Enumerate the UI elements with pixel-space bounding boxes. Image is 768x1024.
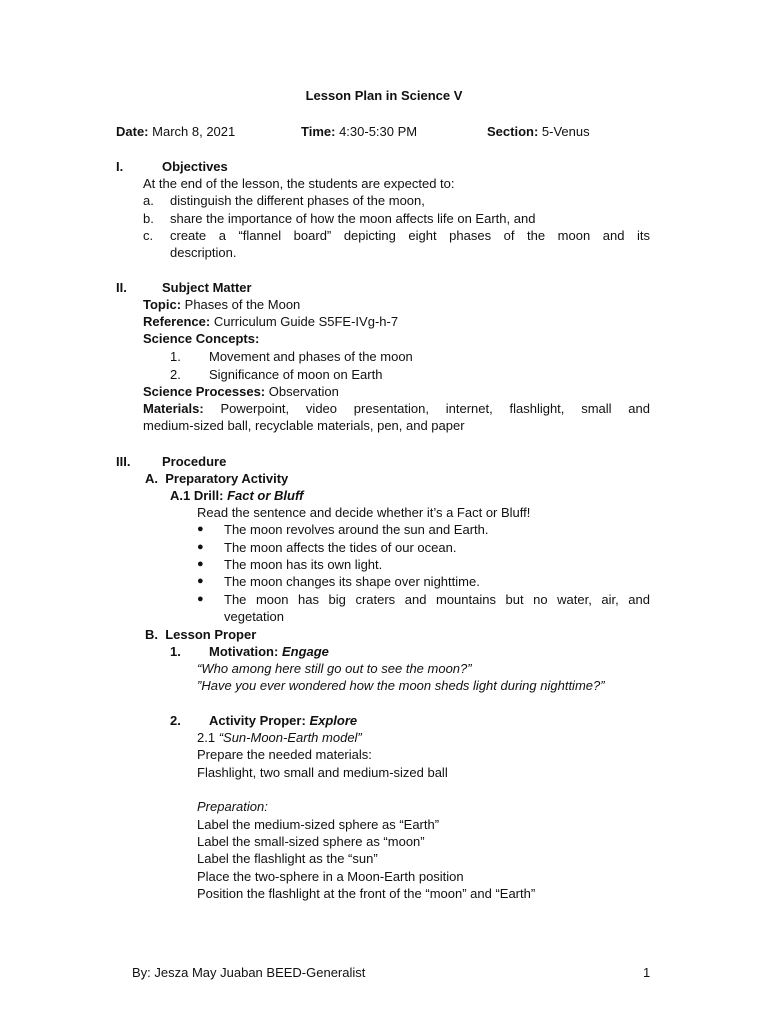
time-field [301, 123, 417, 140]
prepare-instruction: Prepare the needed materials: [197, 747, 372, 762]
concept-item: Significance of moon on Earth [209, 367, 383, 382]
motivation-question: “Who among here still go out to see the moon?” [197, 661, 472, 676]
motivation-question: ”Have you ever wondered how the moon sheds light during nighttime?” [197, 678, 605, 693]
reference-field [143, 313, 398, 330]
concepts-label: Science Concepts: [143, 331, 260, 346]
motivation-marker: 1. [170, 644, 181, 659]
objective-marker: a. [143, 193, 154, 208]
objective-item-continuation: description. [170, 245, 237, 260]
bullet-icon: ● [197, 575, 204, 587]
model-heading [197, 729, 362, 746]
drill-statement: The moon has its own light. [224, 557, 383, 572]
section-numeral-subject: II. [116, 280, 127, 295]
concept-item: Movement and phases of the moon [209, 349, 413, 364]
date-field [116, 123, 235, 140]
topic-value: Phases of the Moon [184, 297, 301, 312]
objective-item: share the importance of how the moon affects life on Earth, and [170, 211, 536, 226]
section-numeral-procedure: III. [116, 454, 131, 469]
drill-instruction: Read the sentence and decide whether it’s a Fact or Bluff! [197, 505, 531, 520]
materials-line-2: medium-sized ball, recyclable materials, pen, and paper [143, 418, 465, 433]
procedure-heading: Procedure [162, 454, 227, 469]
topic-field [143, 296, 300, 313]
drill-heading [170, 487, 303, 504]
materials-needed: Flashlight, two small and medium-sized ball [197, 765, 448, 780]
bullet-icon: ● [197, 593, 204, 605]
subject-heading: Subject Matter [162, 280, 252, 295]
section-numeral-objectives: I. [116, 159, 124, 174]
drill-statement: The moon affects the tides of our ocean. [224, 540, 457, 555]
materials-line-1 [143, 400, 650, 417]
objective-item: create a “flannel board” depicting eight phases of the moon and its [170, 228, 650, 243]
reference-label: Reference: [143, 314, 211, 329]
drill-statement: The moon has big craters and mountains but no water, air, and [224, 592, 650, 607]
bullet-icon: ● [197, 541, 204, 553]
date-label: Date: [116, 124, 149, 139]
objective-item: distinguish the different phases of the moon, [170, 193, 425, 208]
objectives-heading: Objectives [162, 159, 228, 174]
preparation-step: Place the two-sphere in a Moon-Earth position [197, 869, 464, 884]
preparation-step: Label the flashlight as the “sun” [197, 851, 378, 866]
model-number: 2.1 [197, 730, 216, 745]
concept-marker: 2. [170, 367, 181, 382]
lesson-proper-heading: B. Lesson Proper [145, 627, 257, 642]
preparation-step: Position the flashlight at the front of the “moon” and “Earth” [197, 886, 536, 901]
reference-value: Curriculum Guide S5FE-IVg-h-7 [213, 314, 399, 329]
drill-statement: The moon changes its shape over nighttime. [224, 574, 480, 589]
document-title: Lesson Plan in Science V [305, 88, 463, 103]
processes-field [143, 383, 339, 400]
activity-label: Activity Proper: [209, 713, 306, 728]
motivation-label: Motivation: [209, 644, 279, 659]
activity-phase: Explore [309, 713, 358, 728]
concept-marker: 1. [170, 349, 181, 364]
activity-marker: 2. [170, 713, 181, 728]
objective-marker: c. [143, 228, 154, 243]
section-value: 5-Venus [541, 124, 590, 139]
drill-label: A.1 Drill: [170, 488, 224, 503]
preparatory-activity-heading: A. Preparatory Activity [145, 471, 289, 486]
date-value: March 8, 2021 [152, 124, 236, 139]
section-field [487, 123, 590, 140]
time-label: Time: [301, 124, 336, 139]
processes-label: Science Processes: [143, 384, 266, 399]
motivation-heading [209, 643, 329, 660]
processes-value: Observation [268, 384, 339, 399]
time-value: 4:30-5:30 PM [339, 124, 418, 139]
materials-value: Powerpoint, video presentation, internet, flashlight, small and [220, 401, 650, 416]
drill-statement-continuation: vegetation [224, 609, 284, 624]
preparation-step: Label the small-sized sphere as “moon” [197, 834, 425, 849]
section-label: Section: [487, 124, 539, 139]
bullet-icon: ● [197, 558, 204, 570]
bullet-icon: ● [197, 523, 204, 535]
model-title: “Sun-Moon-Earth model” [218, 730, 362, 745]
preparation-step: Label the medium-sized sphere as “Earth” [197, 817, 440, 832]
topic-label: Topic: [143, 297, 182, 312]
objectives-intro: At the end of the lesson, the students are expected to: [143, 176, 455, 191]
footer-author: By: Jesza May Juaban BEED-Generalist [132, 965, 366, 980]
preparation-label: Preparation: [197, 799, 268, 814]
motivation-phase: Engage [281, 644, 329, 659]
objective-marker: b. [143, 211, 154, 226]
drill-title: Fact or Bluff [227, 488, 304, 503]
drill-statement: The moon revolves around the sun and Earth. [224, 522, 489, 537]
materials-label: Materials: [143, 401, 204, 416]
activity-heading [209, 712, 357, 729]
page-number: 1 [643, 965, 651, 980]
